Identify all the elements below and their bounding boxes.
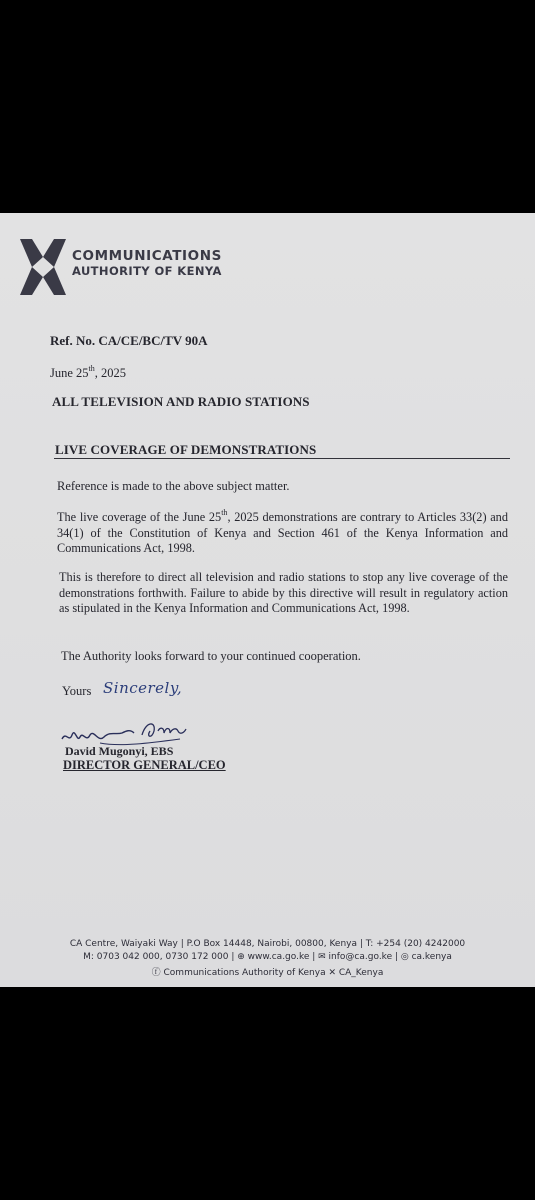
paragraph2-start: The live coverage of the June 25 <box>57 510 222 524</box>
handwritten-closing: Sincerely, <box>103 679 183 697</box>
paragraph-reference: Reference is made to the above subject matter. <box>57 479 290 493</box>
subject-line: LIVE COVERAGE OF DEMONSTRATIONS <box>55 442 317 457</box>
letter-date <box>50 366 126 381</box>
letter-page <box>0 213 535 987</box>
footer-social: ⓕ Communications Authority of Kenya ✕ CA_Kenya <box>151 968 384 978</box>
reference-number: Ref. No. CA/CE/BC/TV 90A <box>50 333 208 348</box>
paragraph2-end: , 2025 demonstrations are contrary to Articles 33(2) and 34(1) of the Constitution of Kenya and Section 461 of the Kenya Information and Communications Act, 1998. <box>57 510 508 555</box>
paragraph-cooperation: The Authority looks forward to your continued cooperation. <box>61 649 361 663</box>
footer-contacts: M: 0703 042 000, 0730 172 000 | ⊕ www.ca.go.ke | ✉ info@ca.go.ke | ◎ ca.kenya <box>83 952 452 962</box>
paragraph-directive: This is therefore to direct all television and radio stations to stop any live coverage of the demonstrations forthwith. Failure to abide by this directive will result in regulatory action as stipulated in the Kenya Information and Communications Act, 1998. <box>59 570 508 615</box>
paragraph2-suffix: th <box>221 508 228 517</box>
addressee: ALL TELEVISION AND RADIO STATIONS <box>52 394 310 409</box>
org-name-line2: AUTHORITY OF KENYA <box>72 264 222 278</box>
ca-logo-icon <box>18 235 68 297</box>
paragraph-contrary <box>57 510 508 557</box>
footer-address: CA Centre, Waiyaki Way | P.O Box 14448, Nairobi, 00800, Kenya | T: +254 (20) 4242000 <box>69 939 466 949</box>
date-year: , 2025 <box>94 366 127 380</box>
org-name-line1: COMMUNICATIONS <box>72 248 222 264</box>
date-suffix: th <box>88 364 95 373</box>
closing-word: Yours <box>62 684 92 698</box>
signer-name: David Mugonyi, EBS <box>65 744 174 758</box>
signer-title: DIRECTOR GENERAL/CEO <box>63 758 226 772</box>
date-day: June 25 <box>50 366 89 380</box>
subject-underline <box>54 458 510 459</box>
